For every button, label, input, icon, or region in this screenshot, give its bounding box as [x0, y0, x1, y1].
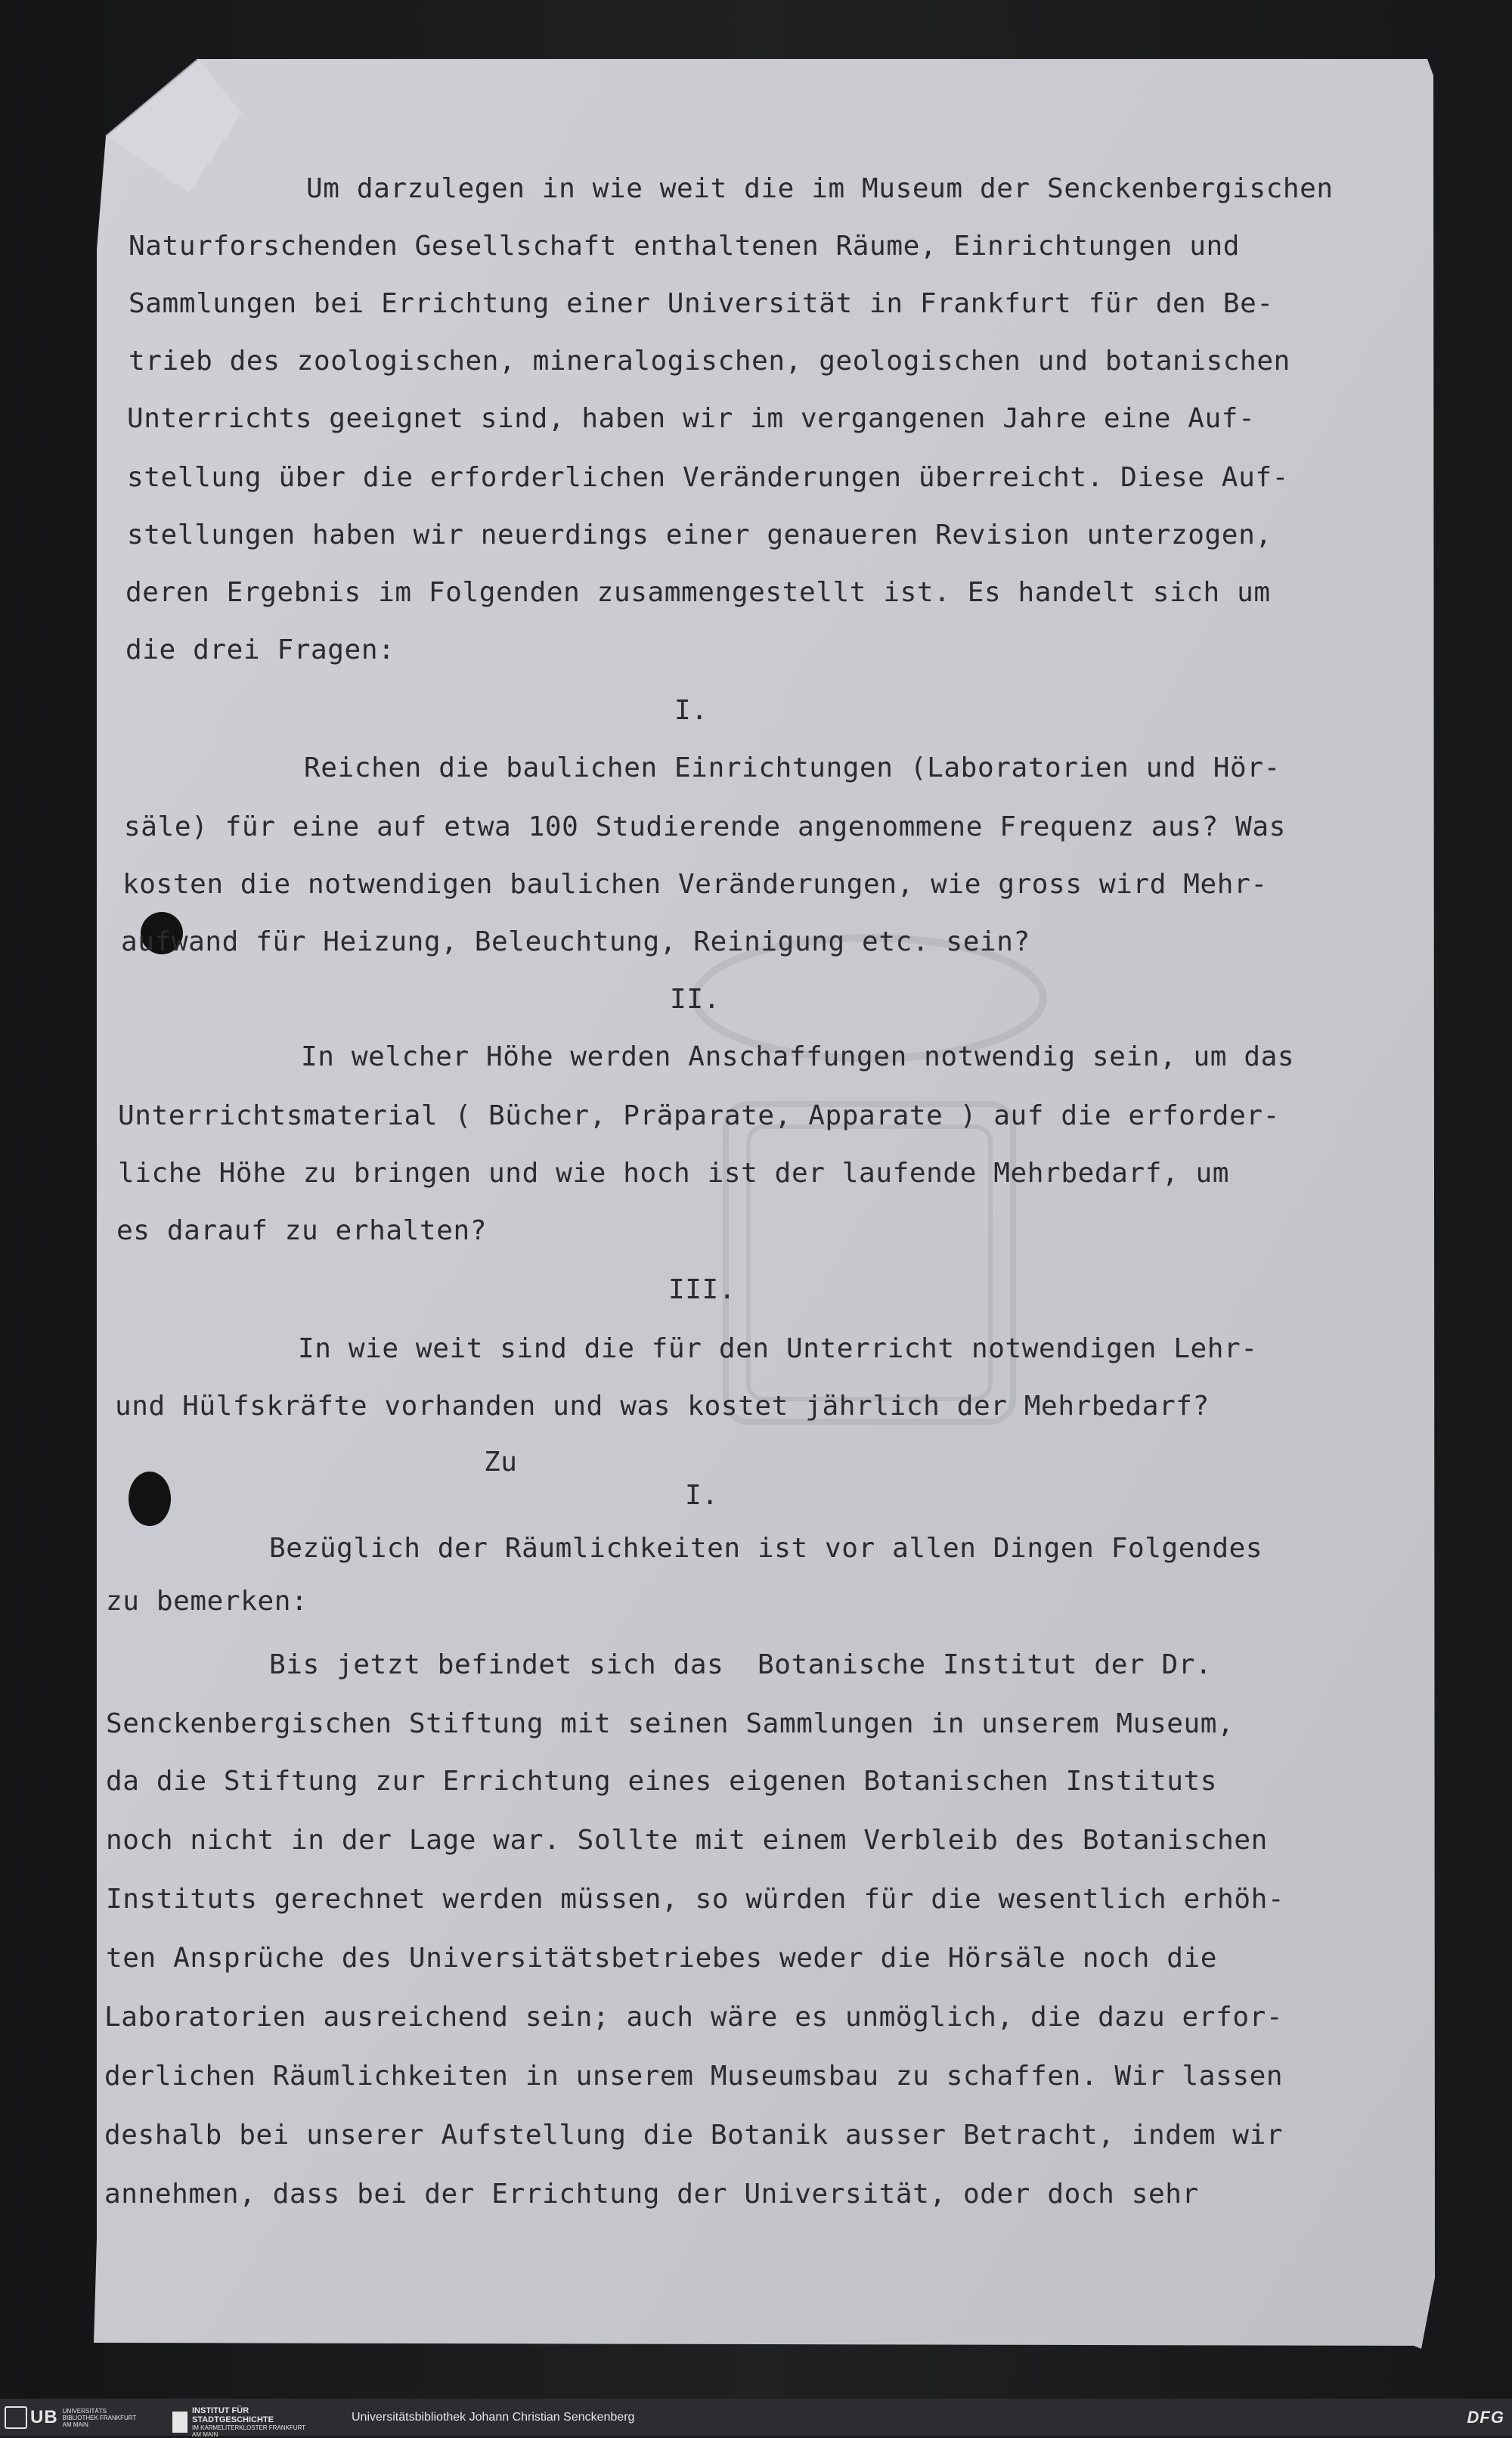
punch-hole-bottom: [129, 1472, 171, 1526]
text-line: kosten die notwendigen baulichen Veränderungen, wie gross wird Mehr-: [122, 869, 1268, 900]
text-line: ten Ansprüche des Universitätsbetriebes weder die Hörsäle noch die: [106, 1943, 1218, 1974]
text-line: stellung über die erforderlichen Veränderungen überreicht. Diese Auf-: [127, 462, 1289, 493]
text-line: es darauf zu erhalten?: [116, 1215, 488, 1246]
text-line: Senckenbergischen Stiftung mit seinen Sammlungen in unserem Museum,: [106, 1708, 1235, 1739]
section-heading-i: I.: [674, 695, 708, 726]
text-line: Bezüglich der Räumlichkeiten ist vor allen Dingen Folgendes: [269, 1533, 1263, 1564]
text-line: liche Höhe zu bringen und wie hoch ist der laufende Mehrbedarf, um: [118, 1158, 1230, 1189]
text-line: stellungen haben wir neuerdings einer genaueren Revision unterzogen,: [127, 520, 1272, 551]
text-line: zu bemerken:: [106, 1586, 308, 1617]
credit-text: Universitätsbibliothek Johann Christian Senckenberg: [352, 2411, 635, 2424]
text-line: deshalb bei unserer Aufstellung die Botanik ausser Betracht, indem wir: [104, 2120, 1284, 2151]
ub-logo-text: UB: [30, 2407, 58, 2427]
text-line: noch nicht in der Lage war. Sollte mit einem Verbleib des Botanischen: [106, 1825, 1268, 1856]
ub-logo-icon: [5, 2406, 27, 2429]
text-line: annehmen, dass bei der Errichtung der Universität, oder doch sehr: [104, 2179, 1199, 2210]
section-heading-ii: II.: [670, 984, 720, 1015]
section-heading-zu: Zu: [484, 1447, 518, 1478]
section-heading-iii: III.: [668, 1274, 736, 1305]
text-line: Um darzulegen in wie weit die im Museum der Senckenbergischen: [306, 173, 1334, 204]
footer-bar: [0, 2399, 1512, 2436]
text-line: säle) für eine auf etwa 100 Studierende angenommene Frequenz aus? Was: [124, 811, 1286, 842]
text-line: trieb des zoologischen, mineralogischen, geologischen und botanischen: [129, 346, 1290, 377]
isg-logo: [172, 2406, 305, 2438]
ub-logo-subtext: UNIVERSITÄTS BIBLIOTHEK FRANKFURT AM MAIN: [62, 2407, 137, 2428]
text-line: In welcher Höhe werden Anschaffungen notwendig sein, um das: [301, 1041, 1295, 1072]
text-line: da die Stiftung zur Errichtung eines eigenen Botanischen Instituts: [106, 1766, 1218, 1797]
text-line: Naturforschenden Gesellschaft enthaltenen Räume, Einrichtungen und: [129, 231, 1241, 262]
text-line: Unterrichtsmaterial ( Bücher, Präparate, Apparate ) auf die erforder-: [118, 1100, 1280, 1131]
dfg-logo: DFG: [1467, 2408, 1504, 2427]
text-line: die drei Fragen:: [125, 634, 395, 665]
text-line: Unterrichts geeignet sind, haben wir im vergangenen Jahre eine Auf-: [127, 403, 1256, 434]
isg-logo-subtext: IM KARMELITERKLOSTER FRANKFURT AM MAIN: [192, 2424, 305, 2438]
text-line: deren Ergebnis im Folgenden zusammengestellt ist. Es handelt sich um: [125, 577, 1271, 608]
text-line: derlichen Räumlichkeiten in unserem Museumsbau zu schaffen. Wir lassen: [104, 2061, 1284, 2092]
section-heading-zu-i: I.: [685, 1480, 719, 1511]
isg-logo-icon: [172, 2412, 187, 2433]
text-line: Instituts gerechnet werden müssen, so würden für die wesentlich erhöh-: [106, 1884, 1285, 1915]
isg-logo-title: INSTITUT FÜR STADTGESCHICHTE: [192, 2406, 274, 2424]
text-line: Bis jetzt befindet sich das Botanische Institut der Dr.: [269, 1649, 1213, 1680]
text-line: In wie weit sind die für den Unterricht notwendigen Lehr-: [298, 1333, 1258, 1364]
ub-logo: [5, 2406, 138, 2429]
text-line: aufwand für Heizung, Beleuchtung, Reinigung etc. sein?: [121, 926, 1030, 957]
text-line: Reichen die baulichen Einrichtungen (Laboratorien und Hör-: [304, 752, 1281, 783]
text-line: Laboratorien ausreichend sein; auch wäre es unmöglich, die dazu erfor-: [104, 2002, 1284, 2033]
text-line: und Hülfskräfte vorhanden und was kostet jährlich der Mehrbedarf?: [115, 1391, 1210, 1422]
text-line: Sammlungen bei Errichtung einer Universität in Frankfurt für den Be-: [129, 288, 1274, 319]
